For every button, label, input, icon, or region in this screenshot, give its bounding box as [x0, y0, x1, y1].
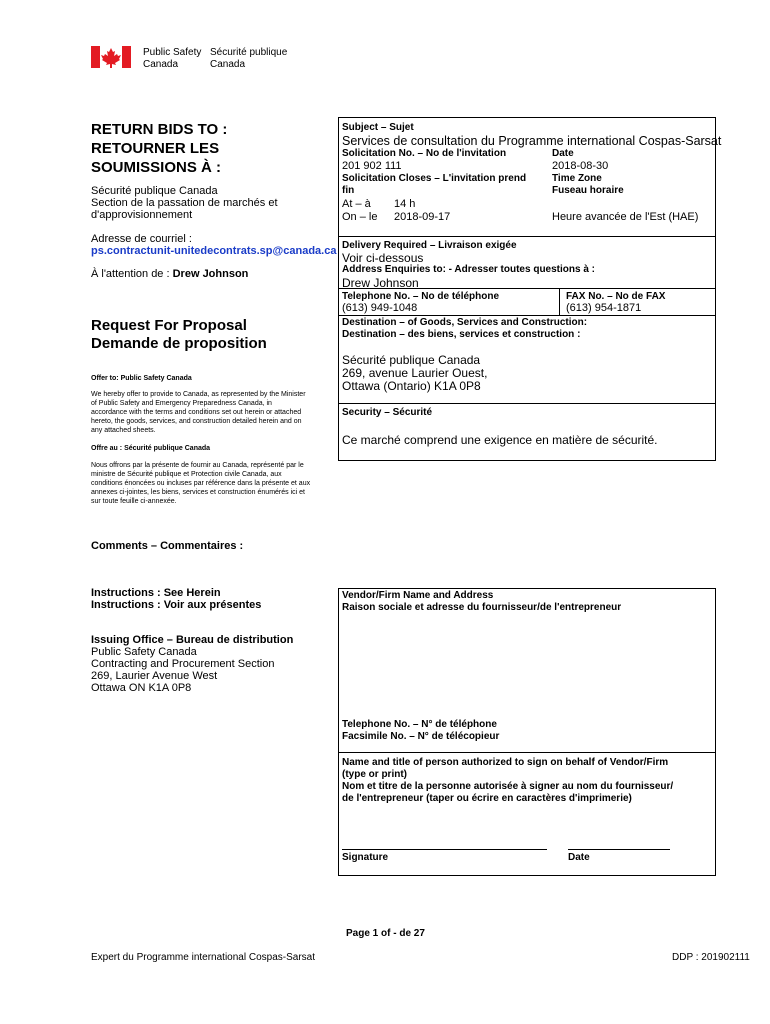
offre-line: sur toute feuille ci-annexée.	[91, 498, 177, 505]
offre-line: conditions énoncées ou incluses par référence dans la présente et aux	[91, 480, 311, 487]
offre-value: Sécurité publique Canada	[124, 445, 211, 452]
issuing-line: Ottawa ON K1A 0P8	[91, 682, 192, 694]
divider	[338, 752, 716, 753]
at-value: 14 h	[394, 198, 416, 210]
return-address	[91, 185, 278, 221]
offer-to-value: Public Safety Canada	[120, 375, 192, 382]
issuing-office	[91, 634, 293, 694]
signer-label-line: Name and title of person authorized to sign on behalf of Vendor/Firm	[342, 757, 669, 768]
delivery-label: Delivery Required – Livraison exigée	[342, 240, 517, 251]
signer-label-line: Nom et titre de la personne autorisée à signer au nom du fournisseur/	[342, 781, 674, 792]
vendor-label	[342, 590, 621, 614]
address-line: d'approvisionnement	[91, 209, 193, 221]
divider	[338, 403, 716, 404]
org-name-french	[210, 47, 287, 71]
instructions-line: Instructions : See Herein	[91, 587, 221, 599]
closing-time	[342, 198, 415, 211]
email-label: Adresse de courriel :	[91, 233, 192, 245]
address-line: Sécurité publique Canada	[91, 185, 218, 197]
vendor-label-line: Raison sociale et adresse du fournisseur/de l'entrepreneur	[342, 602, 622, 613]
security-label: Security – Sécurité	[342, 407, 433, 418]
rfp-title-line: Request For Proposal	[91, 317, 247, 334]
telephone-value: (613) 949-1048	[342, 302, 418, 314]
enquiries-label: Address Enquiries to: - Adresser toutes questions à :	[342, 264, 596, 275]
org-en-line: Public Safety	[143, 47, 202, 58]
vendor-telephone-label: Telephone No. – N° de téléphone	[342, 719, 497, 730]
closes-label-line: Solicitation Closes – L'invitation prend	[342, 173, 527, 184]
security-value: Ce marché comprend une exigence en matière de sécurité.	[342, 433, 658, 447]
destination-line: Ottawa (Ontario) K1A 0P8	[342, 379, 481, 393]
attention-line	[91, 268, 248, 281]
offer-french-text	[91, 461, 336, 506]
issuing-line: Contracting and Procurement Section	[91, 658, 275, 670]
signer-label-line: de l'entrepreneur (taper ou écrire en caractères d'imprimerie)	[342, 793, 632, 804]
signature-line[interactable]	[342, 849, 547, 850]
enquiries-value: Drew Johnson	[342, 276, 419, 290]
solicitation-value: 201 902 111	[342, 160, 402, 172]
comments-label: Comments – Commentaires :	[91, 540, 244, 552]
on-label: On – le	[342, 211, 378, 223]
return-bids-heading	[91, 120, 227, 177]
org-name-english	[143, 47, 201, 71]
vendor-phone-fax	[342, 719, 499, 743]
date-value: 2018-08-30	[552, 160, 609, 172]
vendor-fax-label: Facsimile No. – N° de télécopieur	[342, 731, 500, 742]
destination-address	[342, 354, 487, 393]
signer-label	[342, 757, 673, 805]
offre-line: annexes ci-jointes, les biens, services et construction énumérés ici et	[91, 489, 305, 496]
offer-to	[91, 374, 192, 383]
offer-line: hereto, the goods, services, and construction detailed herein and on	[91, 418, 302, 425]
instructions	[91, 587, 261, 611]
footer-right: DDP : 201902111	[672, 952, 750, 963]
rfp-title-line: Demande de proposition	[91, 335, 267, 352]
divider	[338, 236, 716, 237]
offer-line: accordance with the terms and conditions set out herein or attached	[91, 409, 302, 416]
subject-value: Services de consultation du Programme international Cospas-Sarsat	[342, 134, 722, 148]
attention-name: Drew Johnson	[172, 268, 249, 280]
offre-label: Offre au :	[91, 445, 123, 452]
at-label: At – à	[342, 198, 371, 210]
vendor-label-line: Vendor/Firm Name and Address	[342, 590, 494, 601]
subject-label: Subject – Sujet	[342, 122, 414, 133]
signer-label-line: (type or print)	[342, 769, 407, 780]
issuing-line: Public Safety Canada	[91, 646, 197, 658]
on-value: 2018-09-17	[394, 211, 451, 223]
org-fr-line: Sécurité publique	[210, 47, 288, 58]
timezone-label-line: Time Zone	[552, 173, 602, 184]
offre-au	[91, 444, 210, 453]
date-label: Date	[552, 148, 574, 159]
timezone-value: Heure avancée de l'Est (HAE)	[552, 211, 699, 223]
timezone-label-line: Fuseau horaire	[552, 185, 624, 196]
issuing-office-label: Issuing Office – Bureau de distribution	[91, 634, 294, 646]
fax-value: (613) 954-1871	[566, 302, 642, 314]
email-link[interactable]: ps.contractunit-unitedecontrats.sp@canada.ca	[91, 245, 337, 257]
divider	[559, 288, 560, 315]
offer-line: We hereby offer to provide to Canada, as represented by the Minister	[91, 391, 306, 398]
rfp-title	[91, 317, 267, 353]
telephone-label: Telephone No. – No de téléphone	[342, 291, 500, 302]
address-line: Section de la passation de marchés et	[91, 197, 278, 209]
page-number: Page 1 of - de 27	[346, 928, 425, 939]
destination-label	[342, 317, 587, 341]
issuing-line: 269, Laurier Avenue West	[91, 670, 218, 682]
fax-label: FAX No. – No de FAX	[566, 291, 666, 302]
org-en-line: Canada	[143, 59, 179, 70]
instructions-line: Instructions : Voir aux présentes	[91, 599, 262, 611]
divider	[338, 315, 716, 316]
closing-date	[342, 211, 450, 224]
heading-line: RETOURNER LES	[91, 140, 220, 157]
offer-line: of Public Safety and Emergency Preparedness Canada, in	[91, 400, 272, 407]
attention-label: À l'attention de :	[91, 268, 170, 280]
offer-english-text	[91, 390, 336, 435]
offre-line: Nous offrons par la présente de fournir au Canada, représenté par le	[91, 462, 304, 469]
signature-date-label: Date	[568, 852, 590, 863]
closes-label-line: fin	[342, 185, 355, 196]
heading-line: SOUMISSIONS À :	[91, 159, 222, 176]
offer-line: any attached sheets.	[91, 427, 156, 434]
destination-label-line: Destination – of Goods, Services and Construction:	[342, 317, 588, 328]
canada-flag	[91, 46, 131, 68]
offre-line: ministre de Sécurité publique et Protection civile Canada, aux	[91, 471, 282, 478]
offer-to-label: Offer to:	[91, 375, 119, 382]
delivery-value: Voir ci-dessous	[342, 251, 424, 265]
date-line[interactable]	[568, 849, 670, 850]
heading-line: RETURN BIDS TO :	[91, 121, 228, 138]
footer-left: Expert du Programme international Cospas-Sarsat	[91, 952, 315, 963]
org-fr-line: Canada	[210, 59, 246, 70]
destination-line: Sécurité publique Canada	[342, 353, 481, 367]
closes-label	[342, 173, 526, 197]
solicitation-label: Solicitation No. – No de l'invitation	[342, 148, 507, 159]
timezone-label	[552, 173, 624, 197]
destination-label-line: Destination – des biens, services et construction :	[342, 329, 581, 340]
signature-label: Signature	[342, 852, 389, 863]
destination-line: 269, avenue Laurier Ouest,	[342, 366, 488, 380]
